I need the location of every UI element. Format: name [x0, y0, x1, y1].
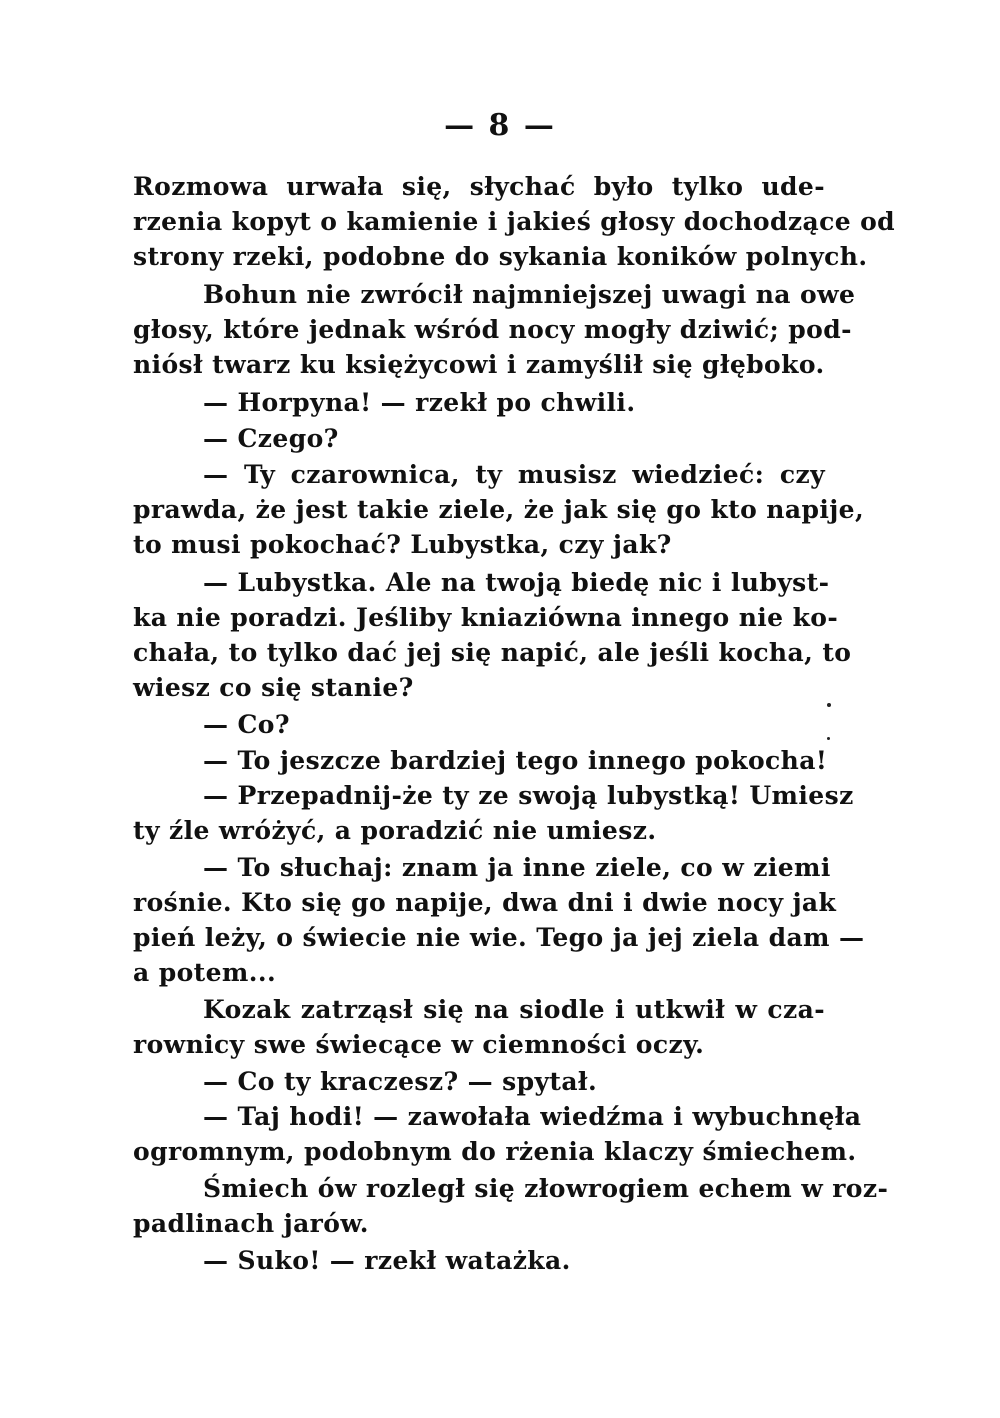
- text-line: ka nie poradzi. Jeśliby kniaziówna innego nie ko-: [133, 603, 839, 632]
- ink-speck: [827, 737, 830, 740]
- text-line: — Czego?: [203, 424, 339, 453]
- text-line: — Suko! — rzekł watażka.: [203, 1246, 571, 1275]
- text-line: ty źle wróżyć, a poradzić nie umiesz.: [133, 816, 657, 845]
- text-line: to musi pokochać? Lubystka, czy jak?: [133, 530, 672, 559]
- text-line: — To słuchaj: znam ja inne ziele, co w ziemi: [203, 853, 831, 882]
- text-line: Śmiech ów rozległ się złowrogiem echem w roz-: [203, 1174, 889, 1203]
- text-line: ogromnym, podobnym do rżenia klaczy śmiechem.: [133, 1137, 857, 1166]
- text-line: — Taj hodi! — zawołała wiedźma i wybuchnęła: [203, 1102, 862, 1131]
- text-line: rośnie. Kto się go napije, dwa dni i dwie nocy jak: [133, 888, 837, 917]
- page-number: — 8 —: [444, 108, 556, 143]
- text-line: — Co?: [203, 710, 290, 739]
- text-line: Kozak zatrząsł się na siodle i utkwił w cza-: [203, 995, 825, 1024]
- text-line: wiesz co się stanie?: [133, 673, 414, 702]
- text-line: — Ty czarownica, ty musisz wiedzieć: czy: [203, 460, 825, 489]
- text-line: — Co ty kraczesz? — spytał.: [203, 1067, 598, 1096]
- text-line: pień leży, o świecie nie wie. Tego ja jej ziela dam —: [133, 923, 865, 952]
- text-line: — Lubystka. Ale na twoją biedę nic i lubyst-: [203, 568, 830, 597]
- text-line: — To jeszcze bardziej tego innego pokocha!: [203, 746, 828, 775]
- text-line: Rozmowa urwała się, słychać było tylko ude-: [133, 172, 825, 201]
- text-line: głosy, które jednak wśród nocy mogły dziwić; pod-: [133, 315, 852, 344]
- text-line: padlinach jarów.: [133, 1209, 369, 1238]
- text-line: strony rzeki, podobne do sykania koników polnych.: [133, 242, 868, 271]
- text-line: chała, to tylko dać jej się napić, ale jeśli kocha, to: [133, 638, 852, 667]
- text-line: — Horpyna! — rzekł po chwili.: [203, 388, 636, 417]
- text-line: Bohun nie zwrócił najmniejszej uwagi na owe: [203, 280, 856, 309]
- text-line: prawda, że jest takie ziele, że jak się go kto napije,: [133, 495, 865, 524]
- ink-speck: [827, 703, 831, 707]
- text-line: niósł twarz ku księżycowi i zamyślił się głęboko.: [133, 350, 825, 379]
- text-line: rzenia kopyt o kamienie i jakieś głosy dochodzące od: [133, 207, 896, 236]
- text-line: rownicy swe świecące w ciemności oczy.: [133, 1030, 705, 1059]
- text-line: — Przepadnij-że ty ze swoją lubystką! Umiesz: [203, 781, 854, 810]
- text-line: a potem...: [133, 958, 277, 987]
